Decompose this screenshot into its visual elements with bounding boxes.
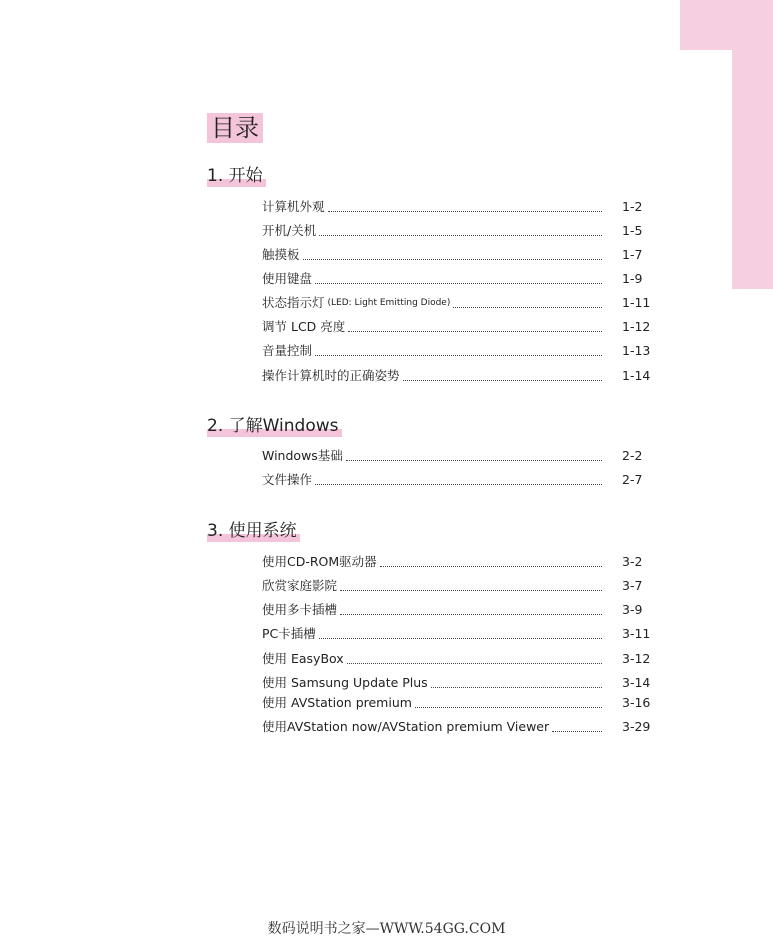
toc-entry[interactable]: 音量控制: [262, 342, 602, 360]
section-heading-3[interactable]: 3. 使用系统: [207, 520, 300, 542]
toc-page-number: 3-29: [622, 719, 651, 734]
toc-page-number: 2-7: [622, 472, 643, 487]
toc-page-number: 3-11: [622, 626, 651, 641]
toc-page-number: 3-12: [622, 651, 651, 666]
toc-page-number: 3-7: [622, 578, 643, 593]
toc-page-number: 1-11: [622, 295, 651, 310]
toc-entry[interactable]: 使用 Samsung Update Plus: [262, 674, 602, 692]
toc-page-number: 3-9: [622, 602, 643, 617]
toc-entry[interactable]: 使用CD-ROM驱动器: [262, 553, 602, 571]
toc-entry[interactable]: PC卡插槽: [262, 625, 602, 643]
toc-page-number: 2-2: [622, 448, 643, 463]
chapter-tab-side: [732, 50, 773, 289]
chapter-tab-top: [680, 0, 773, 50]
section-heading-2[interactable]: 2. 了解Windows: [207, 415, 342, 437]
toc-page-number: 1-13: [622, 343, 651, 358]
toc-entry[interactable]: 调节 LCD 亮度: [262, 318, 602, 336]
toc-page-number: 1-5: [622, 223, 643, 238]
toc-page-number: 1-9: [622, 271, 643, 286]
toc-entry[interactable]: Windows基础: [262, 447, 602, 465]
toc-page-number: 3-2: [622, 554, 643, 569]
footer-watermark: 数码说明书之家—WWW.54GG.COM: [267, 921, 506, 937]
toc-page-number: 1-14: [622, 368, 651, 383]
toc-page-number: 3-14: [622, 675, 651, 690]
toc-entry[interactable]: 文件操作: [262, 471, 602, 489]
toc-entry[interactable]: 使用 EasyBox: [262, 650, 602, 668]
section-heading-1[interactable]: 1. 开始: [207, 165, 266, 187]
toc-entry[interactable]: 触摸板: [262, 246, 602, 264]
toc-entry[interactable]: 操作计算机时的正确姿势: [262, 367, 602, 385]
toc-entry[interactable]: 使用键盘: [262, 270, 602, 288]
toc-page-number: 3-16: [622, 695, 651, 710]
toc-entry[interactable]: 状态指示灯 (LED: Light Emitting Diode): [262, 294, 602, 312]
toc-page-number: 1-7: [622, 247, 643, 262]
toc-entry[interactable]: 开机/关机: [262, 222, 602, 240]
toc-page-number: 1-2: [622, 199, 643, 214]
toc-entry[interactable]: 使用多卡插槽: [262, 601, 602, 619]
toc-entry[interactable]: 使用 AVStation premium: [262, 694, 602, 712]
toc-page-number: 1-12: [622, 319, 651, 334]
toc-title: 目录: [207, 113, 263, 143]
toc-entry[interactable]: 计算机外观: [262, 198, 602, 216]
toc-entry[interactable]: 欣赏家庭影院: [262, 577, 602, 595]
toc-entry[interactable]: 使用AVStation now/AVStation premium Viewer: [262, 718, 602, 736]
